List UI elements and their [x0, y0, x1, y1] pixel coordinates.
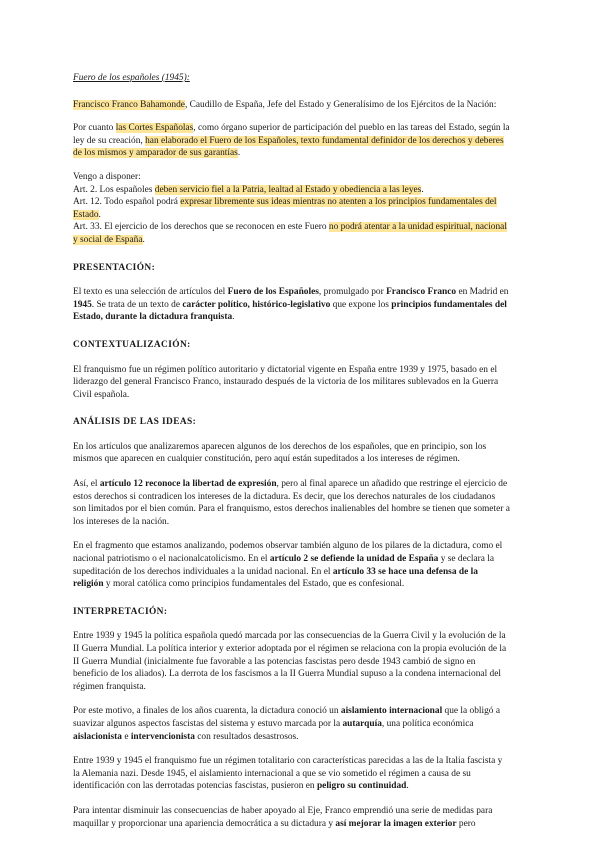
text: e	[121, 731, 131, 742]
text: .	[232, 312, 235, 323]
text: Art. 33. El ejercicio de los derechos que se reconocen en este Fuero	[73, 222, 329, 233]
highlight-fuero: han elaborado el Fuero de los Españoles, texto fundamental definidor de los derechos y deberes de los mismos y amparador de sus garantías	[73, 135, 504, 159]
text: y se declara la supeditación de los derechos individuales a la unidad nacional. En el	[73, 554, 495, 577]
text: Art. 2. Los españoles	[73, 184, 155, 195]
text: El texto es una selección de artículos del	[73, 287, 228, 298]
text: con resultados desastrosos.	[194, 731, 299, 742]
text: En el fragmento que estamos analizando, podemos observar también alguno de los pilares de la dictadura, como el nacional patriotismo o el nacionalcatolicismo. En el	[73, 541, 503, 565]
vengo-line: Vengo a disponer:	[73, 171, 141, 182]
text: pero	[456, 818, 476, 829]
bold-text: 1945	[73, 299, 92, 310]
intro-text: , Caudillo de España, Jefe del Estado y Generalísimo de los Ejércitos de la Nación:	[184, 99, 497, 110]
bold-text: artículo 12 reconoce la libertad de expresión	[99, 479, 277, 490]
heading-analisis: ANÁLISIS DE LAS IDEAS:	[73, 417, 197, 428]
text: y moral católica como principios fundamentales del Estado, que es confesional.	[103, 579, 405, 590]
bold-text: Francisco Franco	[386, 287, 457, 298]
analisis-paragraph-1: En los artículos que analizaremos aparecen algunos de los derechos de los españoles, que en principio, son los mismos que aparecen en cualquier constitución, pero aquí están supeditados a los intereses de régimen.	[73, 441, 487, 465]
interpretacion-paragraph-2	[73, 705, 510, 743]
bold-text: aislacionista	[73, 731, 122, 742]
interpretacion-paragraph-1: Entre 1939 y 1945 la política española quedó marcada por las consecuencias de la Guerra Civil y la evolución de la II Guerra Mundial. La política interior y exterior adoptada por el régimen se relaciona con la propia evolución de la II Guerra Mundial (inicialmente fue favorable a las potencias fascistas pero desde 1943 cambió de signo en beneficio de los aliados). La derrota de los fascismos a la II Guerra Mundial supuso a la condena internacional del régimen franquista.	[73, 631, 507, 692]
analisis-paragraph-3	[73, 540, 510, 590]
text: Entre 1939 y 1945 el franquismo fue un régimen totalitario con características parecidas a las de la Italia fascista y la Alemania nazi. Desde 1945, el aislamiento internacional a que se vio sometido el régimen a causa de su identificación con las derrotadas potencias fascistas, pusieron en	[73, 756, 503, 792]
bold-text: aislamiento internacional	[340, 706, 443, 717]
text: Por cuanto	[73, 123, 116, 134]
bold-text: peligro su continuidad	[316, 781, 407, 792]
text: que la obligó a suavizar algunos aspectos fascistas del sistema y estuvo marcada por la	[73, 706, 501, 729]
text: .	[406, 781, 409, 792]
text: Así, el	[73, 479, 100, 490]
interpretacion-paragraph-4	[73, 805, 510, 830]
intro-paragraph	[73, 99, 510, 112]
contexto-paragraph: El franquismo fue un régimen político autoritario y dictatorial vigente en España entre 1939 y 1975, basado en el liderazgo del general Francisco Franco, instaurado después de la victoria de los militares sublevados en la Guerra Civil española.	[73, 364, 499, 400]
bold-text: principios fundamentales del Estado, durante la dictadura franquista	[73, 299, 507, 323]
text: , una política económica	[381, 718, 474, 729]
bold-text: autarquía	[342, 718, 382, 729]
heading-presentacion: PRESENTACIÓN:	[73, 262, 156, 273]
presentacion-paragraph	[73, 286, 510, 324]
bold-text: así mejorar la imagen exterior	[335, 818, 457, 829]
document-title: Fuero de los españoles (1945):	[73, 73, 190, 83]
highlight-cortes: las Cortes Españolas	[115, 123, 194, 134]
bold-text: intervencionista	[130, 731, 195, 742]
heading-contextualizacion: CONTEXTUALIZACIÓN:	[73, 339, 191, 350]
text: Por este motivo, a finales de los años cuarenta, la dictadura conoció un	[73, 706, 341, 717]
article-12	[73, 196, 510, 221]
text: que expone los	[330, 299, 392, 310]
bold-text: carácter político, histórico-legislativo	[182, 299, 331, 310]
bold-text: Fuero de los Españoles	[227, 287, 319, 298]
text: .	[98, 209, 101, 220]
text: Para intentar disminuir las consecuencias de haber apoyado al Eje, Franco emprendió una serie de medidas para maquillar y proporcionar una apariencia democrática a su dictadura y	[73, 805, 493, 829]
highlight-name: Francisco Franco Bahamonde	[73, 99, 185, 110]
bold-text: artículo 2 se defiende la unidad de España	[269, 554, 439, 565]
heading-interpretacion: INTERPRETACIÓN:	[73, 606, 168, 617]
text: en Madrid en	[456, 287, 509, 298]
article-2	[73, 184, 510, 197]
text: .	[142, 234, 145, 245]
text: Art. 12. Todo español podrá	[73, 197, 181, 208]
article-33	[73, 221, 510, 246]
text: , como órgano superior de participación del pueblo en las tareas del Estado, según la ley de su creación,	[73, 123, 510, 146]
text: . Se trata de un texto de	[91, 299, 183, 310]
highlight-art33: no podrá atentar a la unidad espiritual, nacional y social de España	[73, 222, 507, 245]
interpretacion-paragraph-3	[73, 755, 510, 793]
por-cuanto-paragraph	[73, 122, 510, 160]
text: .	[237, 148, 241, 159]
bold-text: artículo 33 se hace una defensa de la religión	[73, 566, 478, 590]
highlight-art2: deben servicio fiel a la Patria, lealtad al Estado y obediencia a las leyes	[154, 184, 422, 195]
text: , promulgado por	[318, 287, 387, 298]
analisis-paragraph-2	[73, 478, 510, 528]
text: .	[421, 184, 424, 195]
highlight-art12: expresar libremente sus ideas mientras no atenten a los principios fundamentales del Estado	[73, 197, 497, 220]
text: , pero al final aparece un añadido que restringe el ejercicio de estos derechos si contradicen los intereses de la dictadura. Es decir, que los derechos naturales de los ciudadanos son limitados por el bien común. Para el franquismo, estos derechos inalienables del hombre se tienen que someter a los intereses de la nación.	[73, 479, 510, 527]
